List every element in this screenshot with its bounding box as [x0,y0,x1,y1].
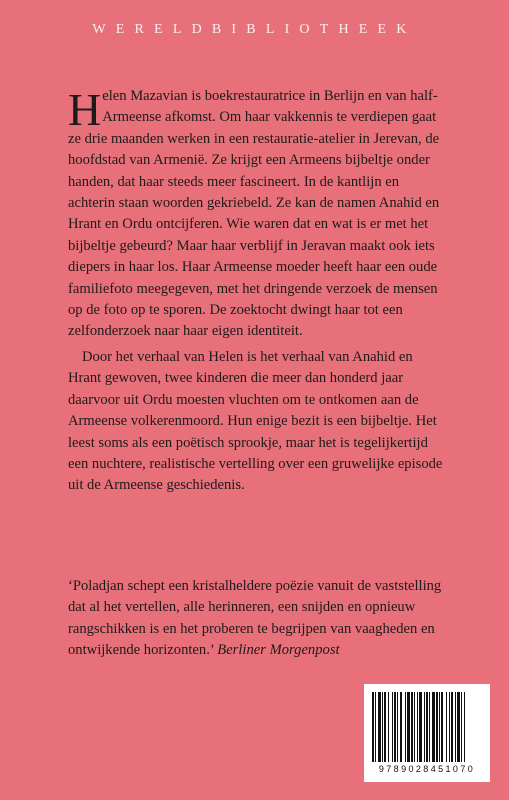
barcode-bar [388,692,389,762]
press-quote [68,576,448,662]
barcode-bar [375,692,376,762]
barcode-bar [461,692,462,762]
barcode-bar [411,692,413,762]
barcode-bars [372,692,482,762]
barcode-bar [414,692,415,762]
blurb-paragraph-2: Door het verhaal van Helen is het verhaal van Anahid en Hrant gewoven, twee kinderen die meer dan honderd jaar daarvoor uit Ordu moesten vluchten om te ontkomen aan de Armeense volkerenmoord. Hun enige bezit is een bijbeltje. Het leest soms als een poëtisch sprookje, maar het is tegelijkertijd een nuchtere, realistische vertelling over een gruwelijke episode uit de Armeense geschiedenis. [68,348,443,494]
barcode-bar [397,692,398,762]
barcode-bar [449,692,450,762]
barcode-bar [417,692,418,762]
barcode-bar [405,692,406,762]
barcode-bar [464,692,465,762]
barcode-bar [382,692,383,762]
barcode-bar [372,692,374,762]
isbn-number: 9789028451070 [378,764,476,774]
publisher-name: WERELDBIBLIOTHEEK [92,22,417,37]
barcode-bar [378,692,381,762]
barcode-bar [419,692,422,762]
barcode-bar [457,692,460,762]
isbn-barcode [364,684,490,782]
barcode-bar [439,692,440,762]
barcode-bar [407,692,410,762]
barcode-bar [424,692,425,762]
barcode-bar [446,692,447,762]
barcode-bar [451,692,453,762]
press-quote-source: Berliner Morgenpost [217,642,340,659]
blurb-paragraph-1 [68,86,446,343]
barcode-bar [384,692,386,762]
press-quote-text: ‘Poladjan schept een kristalheldere poëzie vanuit de vaststelling dat al het vertellen, alle herinneren, een snijden en opnieuw rangschikken is en het proberen te begrijpen van vaagheden en ontwijkende horizonten.’ [68,578,442,659]
barcode-bar [436,692,438,762]
blurb-paragraph-1-text: elen Mazavian is boekrestauratrice in Berlijn en van half-Armeense afkomst. Om haar vakkennis te verdiepen gaat ze drie maanden werken in een restauratie-atelier in Jerevan, de hoofdstad van Armenië. Ze krijgt een Armeens bijbeltje onder handen, dat haar steeds meer fascineert. In de kantlijn en achterin staan woorden gekriebeld. Ze kan de namen Anahid en Hrant en Ordu ontcijferen. Wie waren dat en wat is er met het bijbeltje gebeurd? Maar haar verblijf in Jeravan maakt ook iets diepers in haar los. Haar Armeense moeder heeft haar een oude familiefoto meegegeven, met het dringende verzoek de mensen op de foto op te sporen. De zoektocht dwingt haar tot een zelfonderzoek naar haar eigen identiteit. [68,88,440,340]
back-cover-blurb [68,86,446,497]
barcode-bar [429,692,430,762]
barcode-bar [441,692,443,762]
barcode-bar [400,692,402,762]
barcode-bar [432,692,435,762]
drop-cap: H [68,84,102,135]
barcode-bar [392,692,393,762]
barcode-bar [426,692,428,762]
barcode-bar [455,692,456,762]
barcode-bar [394,692,396,762]
